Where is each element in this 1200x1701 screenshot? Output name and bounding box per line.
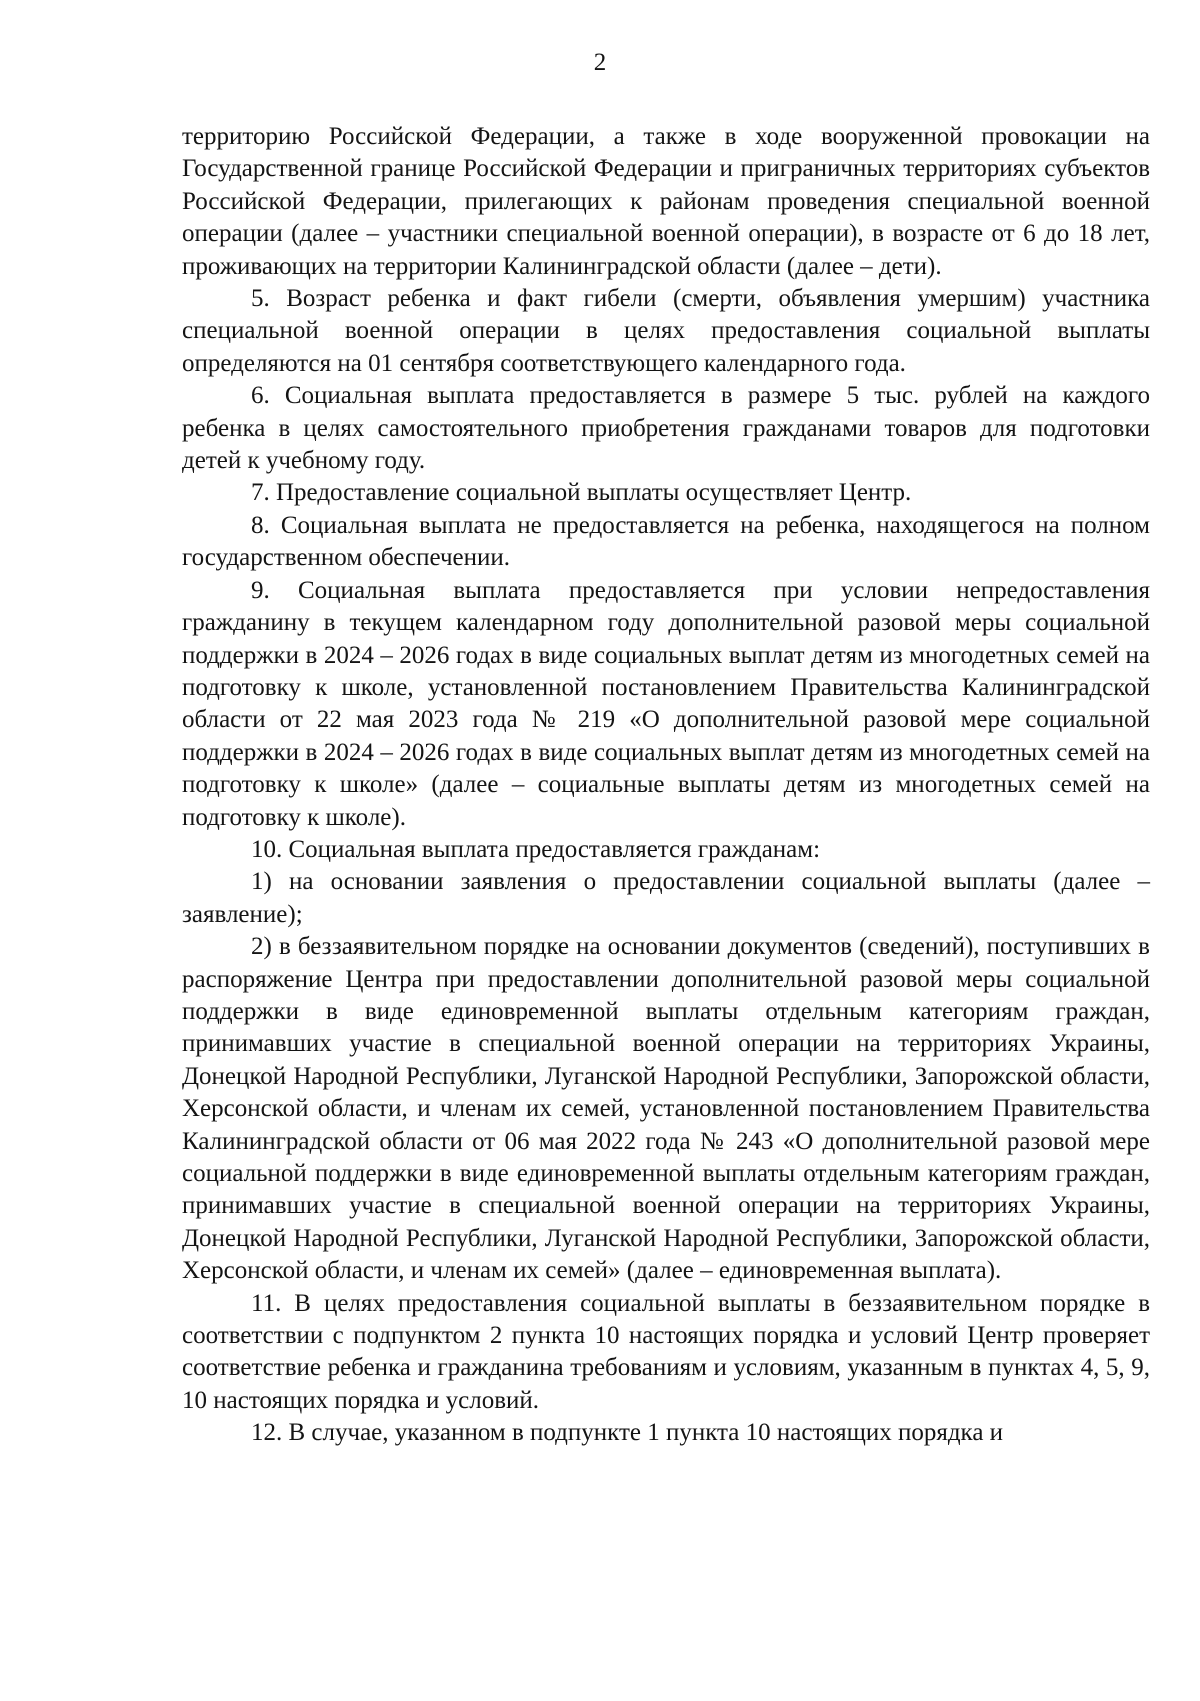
paragraph-item-5: 5. Возраст ребенка и факт гибели (смерти, объявления умершим) участника специальной военной операции в целях предоставления социальной выплаты определяются на 01 сентября соответствующего календарного года. [182, 285, 1150, 377]
paragraph-item-9: 9. Социальная выплата предоставляется при условии непредоставления гражданину в текущем календарном году дополнительной разовой меры социальной поддержки в 2024 – 2026 годах в виде социальных выплат детям из многодетных семей на подготовку к школе, установленной постановлением Правительства Калининградской области от 22 мая 2023 года № 219 «О дополнительной разовой мере социальной поддержки в 2024 – 2026 годах в виде социальных выплат детям из многодетных семей на подготовку к школе» (далее – социальные выплаты детям из многодетных семей на подготовку к школе). [182, 576, 1150, 831]
paragraph-item-12: 12. В случае, указанном в подпункте 1 пункта 10 настоящих порядка и [251, 1419, 1004, 1447]
paragraph-subitem-10-1: 1) на основании заявления о предоставлении социальной выплаты (далее – заявление); [182, 868, 1150, 928]
paragraph-item-6: 6. Социальная выплата предоставляется в размере 5 тыс. рублей на каждого ребенка в целях самостоятельного приобретения гражданами товаров для подготовки детей к учебному году. [182, 382, 1150, 475]
page-number: 2 [593, 49, 607, 76]
paragraph-continuation: территорию Российской Федерации, а также в ходе вооруженной провокации на Государственной границе Российской Федерации и приграничных территориях субъектов Российской Федерации, прилегающих к районам проведения специальной военной операции (далее – участники специальной военной операции), в возрасте от 6 до 18 лет, проживающих на территории Калининградской области (далее – дети). [182, 123, 1150, 280]
paragraph-item-10: 10. Социальная выплата предоставляется гражданам: [251, 835, 821, 863]
paragraph-subitem-10-2: 2) в беззаявительном порядке на основании документов (сведений), поступивших в распоряжение Центра при предоставлении дополнительной разовой меры социальной поддержки в виде единовременной выплаты отдельным категориям граждан, принимавших участие в специальной военной операции на территориях Украины, Донецкой Народной Республики, Луганской Народной Республики, Запорожской области, Херсонской области, и членам их семей, установленной постановлением Правительства Калининградской области от 06 мая 2022 года № 243 «О дополнительной разовой мере социальной поддержки в виде единовременной выплаты отдельным категориям граждан, принимавших участие в специальной военной операции на территориях Украины, Донецкой Народной Республики, Луганской Народной Республики, Запорожской области, Херсонской области, и членам их семей» (далее – единовременная выплата). [182, 933, 1150, 1285]
paragraph-item-7: 7. Предоставление социальной выплаты осуществляет Центр. [251, 479, 912, 507]
paragraph-item-11: 11. В целях предоставления социальной выплаты в беззаявительном порядке в соответствии с подпунктом 2 пункта 10 настоящих порядка и условий Центр проверяет соответствие ребенка и гражданина требованиям и условиям, указанным в пунктах 4, 5, 9, 10 настоящих порядка и условий. [182, 1289, 1150, 1414]
document-body [182, 121, 1150, 1450]
paragraph-item-8: 8. Социальная выплата не предоставляется на ребенка, находящегося на полном государственном обеспечении. [182, 511, 1150, 572]
